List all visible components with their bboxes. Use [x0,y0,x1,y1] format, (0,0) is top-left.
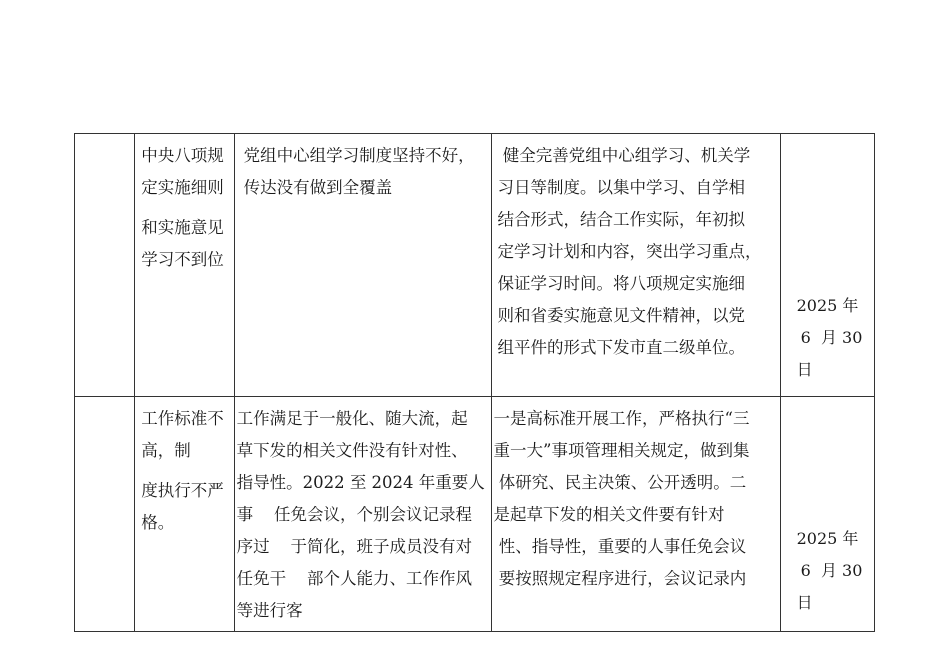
problem-line: 度执行不严 [141,481,224,500]
table-row [75,397,875,632]
problem-cell [135,397,234,632]
deadline-line: 日 [796,593,813,612]
index-cell [75,134,135,397]
measures-cell [491,397,780,632]
problem-line: 学习不到位 [141,250,224,269]
measures-line: 重一大”事项管理相关规定，做到集 [493,441,750,460]
manifestation-cell [234,397,491,632]
deadline-line: 6 月 30 [800,561,863,580]
deadline-line: 日 [796,360,813,379]
manifestation-line: 序过 于简化，班子成员没有对 [236,537,473,556]
manifestation-line: 工作满足于一般化、随大流，起 [236,409,468,428]
deadline-line: 6 月 30 [800,328,863,347]
measures-line: 一是高标准开展工作，严格执行“三 [493,409,750,428]
rectification-table [74,133,875,632]
problem-line: 和实施意见 [141,218,224,237]
problem-cell [135,134,234,397]
table-row [75,134,875,397]
deadline-line: 2025 年 [796,296,859,315]
measures-line: 定学习计划和内容，突出学习重点， [497,242,762,261]
measures-line: 健全完善党组中心组学习、机关学 [497,146,751,165]
measures-line: 体研究、民主决策、公开透明。二 [493,473,747,492]
manifestation-cell [234,134,491,397]
problem-line: 格。 [141,513,175,532]
measures-line: 习日等制度。以集中学习、自学相 [497,178,746,197]
measures-line: 保证学习时间。将八项规定实施细 [497,274,746,293]
measures-line: 结合形式，结合工作实际，年初拟 [497,210,746,229]
deadline-line: 2025 年 [796,529,859,548]
manifestation-line: 事 任免会议，个别会议记录程 [236,505,473,524]
measures-line: 是起草下发的相关文件要有针对 [493,505,725,524]
problem-line: 定实施细则 [141,178,224,197]
problem-line: 高，制 [141,441,191,460]
problem-line: 中央八项规 [141,146,224,165]
measures-line: 组平件的形式下发市直二级单位。 [497,338,746,357]
index-cell [75,397,135,632]
deadline-cell [780,134,874,397]
deadline-cell [780,397,874,632]
measures-line: 则和省委实施意见文件精神，以党 [497,306,746,325]
manifestation-line: 指导性。2022 至 2024 年重要人 [236,473,485,492]
manifestation-line: 任免干 部个人能力、工作作风 [236,569,473,588]
manifestation-line: 传达没有做到全覆盖 [243,178,393,197]
problem-line: 工作标准不 [141,409,224,428]
manifestation-line: 党组中心组学习制度坚持不好， [243,146,475,165]
measures-cell [491,134,780,397]
measures-line: 性、指导性，重要的人事任免会议 [493,537,747,556]
manifestation-line: 草下发的相关文件没有针对性、 [236,441,468,460]
manifestation-line: 等进行客 [236,601,303,620]
measures-line: 要按照规定程序进行，会议记录内 [493,569,747,588]
